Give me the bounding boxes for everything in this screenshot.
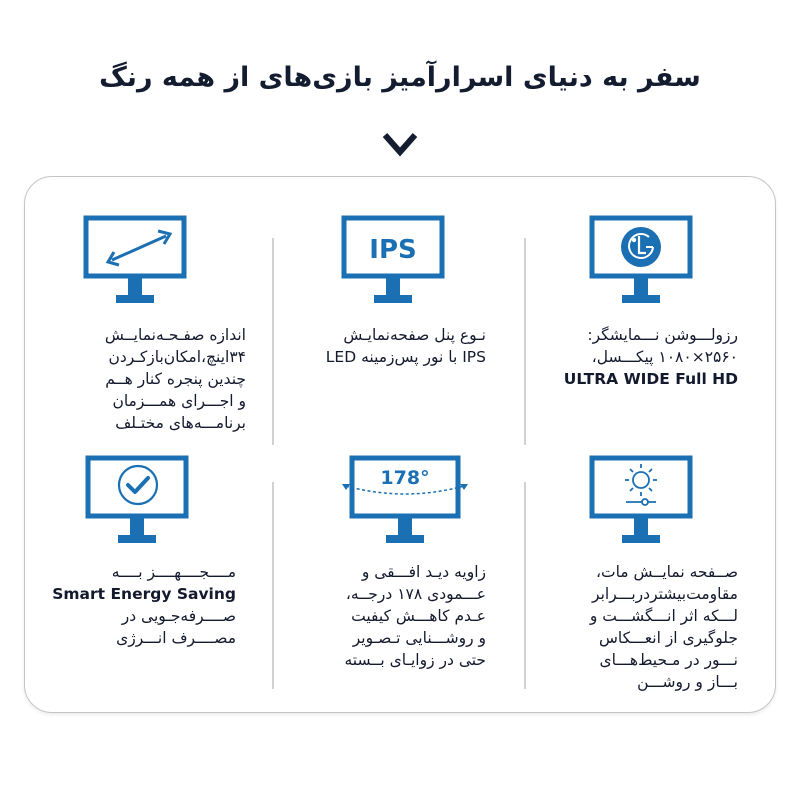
ips-monitor-icon xyxy=(338,212,448,312)
svg-text:IPS: IPS xyxy=(369,235,417,265)
divider xyxy=(524,238,526,445)
feature-panel-text: نـوع پنل صفحه‌نمایـش IPS با نور پس‌زمینه LED xyxy=(325,326,486,366)
page-title: سفر به دنیای اسرارآمیز بازی‌های از همه رنگ xyxy=(99,62,701,93)
svg-text:178°: 178° xyxy=(380,467,430,489)
feature-energy-text: مــــجــــهــــز بــــه Smart Energy Saving صــــرفه‌جـویی در مصــــرف انـــرژی xyxy=(52,563,236,647)
brightness-monitor-icon xyxy=(586,452,696,552)
feature-matte-text: صــفحه نمایــش مات، مقاومت‌بیشتردربـــرابر لـــکه اثر انـــگشـــت و جلوگیری از انعـــکاس نـــور در مـحیط‌هـــای بـــاز و روشـــن xyxy=(589,563,738,691)
divider xyxy=(272,482,274,689)
divider xyxy=(272,238,274,445)
lg-logo-monitor-icon xyxy=(586,212,696,312)
divider xyxy=(524,482,526,689)
checkmark-monitor-icon xyxy=(82,452,192,552)
feature-resolution-text: رزولـــوشن نـــمایشگر: ۲۵۶۰×۱۰۸۰ پیکـــسل، ULTRA WIDE Full HD xyxy=(563,326,738,388)
feature-viewing-angle-text: زاویه دیـد افـــقی و عـــمودی ۱۷۸ درجــه، عـدم کاهـــش کیفیت و روشـــنایی تـصـویر حتی در زوایـای بــسته xyxy=(344,563,486,669)
feature-size-text: اندازه صفـحـه‌نمایــش ۳۴اینچ،امکان‌بازکـردن چندین پنجره کنار هــم و اجـــرای همـــزمان برنامـــه‌های مختـلف xyxy=(104,326,246,432)
viewing-angle-monitor-icon xyxy=(340,452,470,552)
diagonal-arrow-monitor-icon xyxy=(80,212,190,312)
chevron-down-icon xyxy=(380,130,420,160)
